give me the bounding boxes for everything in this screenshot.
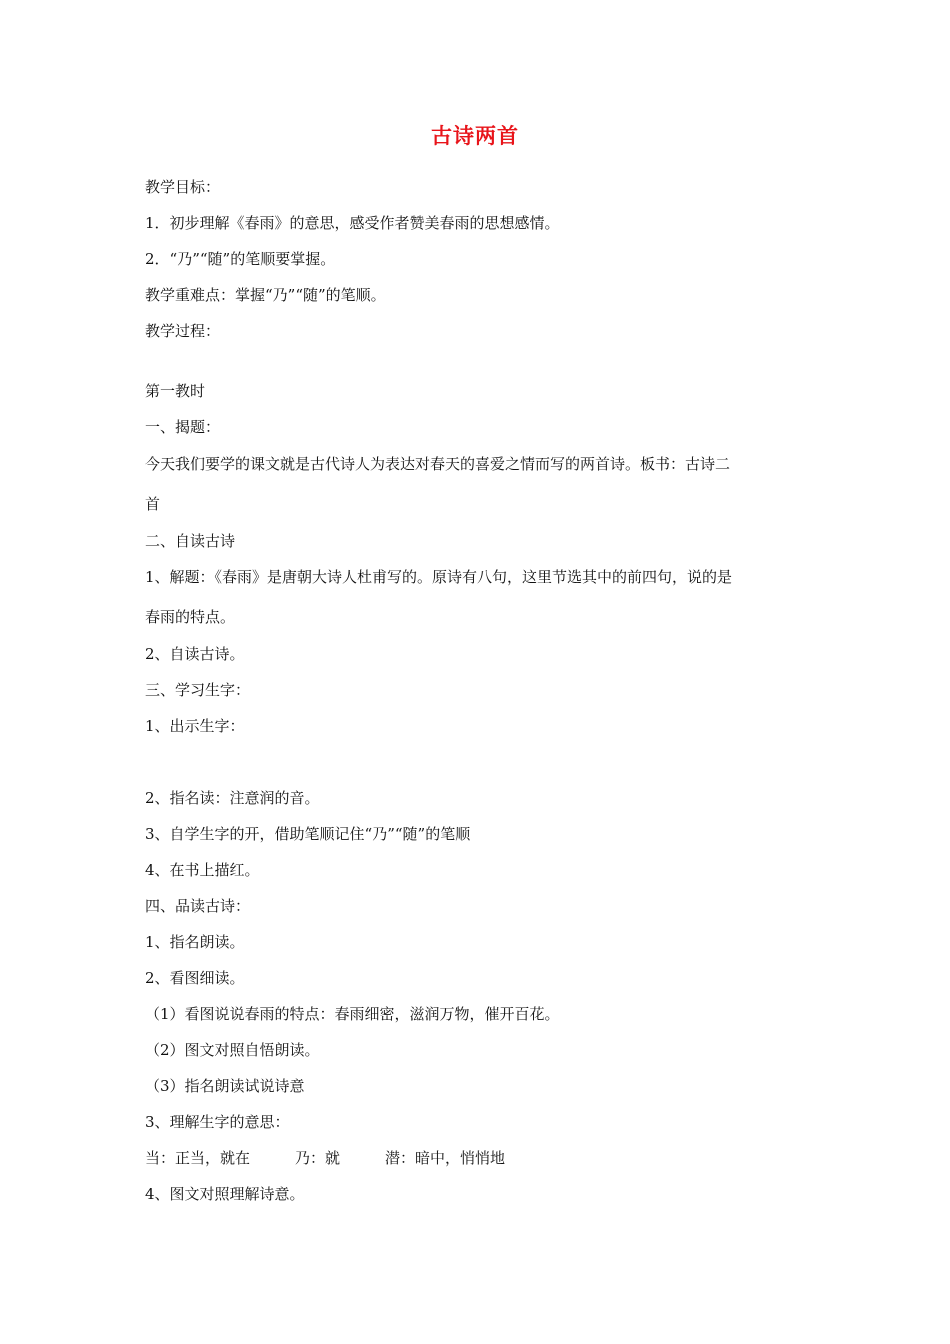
first-lesson-heading: 第一教时 [145,382,206,400]
paragraph-intro-line2: 首 [145,495,161,513]
sub-item-3: （3）指名朗读试说诗意 [145,1077,305,1095]
objective-2: 2．“乃”“随”的笔顺要掌握。 [145,250,336,268]
section-2-heading: 二、自读古诗 [145,532,236,550]
process-heading: 教学过程： [145,322,221,340]
objectives-heading: 教学目标： [145,178,221,196]
list-item-picture-reading: 2、看图细读。 [145,969,245,987]
list-item-read-aloud: 1、指名朗读。 [145,933,245,951]
paragraph-title-explain-line2: 春雨的特点。 [145,608,236,626]
list-item-tracing: 4、在书上描红。 [145,861,260,879]
page-title: 古诗两首 [431,124,519,148]
list-item-understand-poem: 4、图文对照理解诗意。 [145,1185,305,1203]
list-item-name-reading: 2、指名读：注意润的音。 [145,789,320,807]
sub-item-1: （1）看图说说春雨的特点：春雨细密，滋润万物，催开百花。 [145,1005,560,1023]
section-4-heading: 四、品读古诗： [145,897,251,915]
list-item-show-characters: 1、出示生字： [145,717,245,735]
key-points: 教学重难点：掌握“乃”“随”的笔顺。 [145,286,386,304]
section-3-heading: 三、学习生字： [145,681,251,699]
sub-item-2: （2）图文对照自悟朗读。 [145,1041,320,1059]
objective-1: 1．初步理解《春雨》的意思，感受作者赞美春雨的思想感情。 [145,214,560,232]
paragraph-intro-line1: 今天我们要学的课文就是古代诗人为表达对春天的喜爱之情而写的两首诗。板书：古诗二 [145,455,731,473]
paragraph-title-explain-line1: 1、解题：《春雨》是唐朝大诗人杜甫写的。原诗有八句，这里节选其中的前四句，说的是 [145,568,733,586]
list-item-self-read: 2、自读古诗。 [145,645,245,663]
list-item-self-study: 3、自学生字的开，借助笔顺记住“乃”“随”的笔顺 [145,825,471,843]
section-1-heading: 一、揭题： [145,418,221,436]
meanings-detail: 当：正当，就在 乃：就 潜：暗中，悄悄地 [145,1149,506,1167]
list-item-meanings: 3、理解生字的意思： [145,1113,290,1131]
